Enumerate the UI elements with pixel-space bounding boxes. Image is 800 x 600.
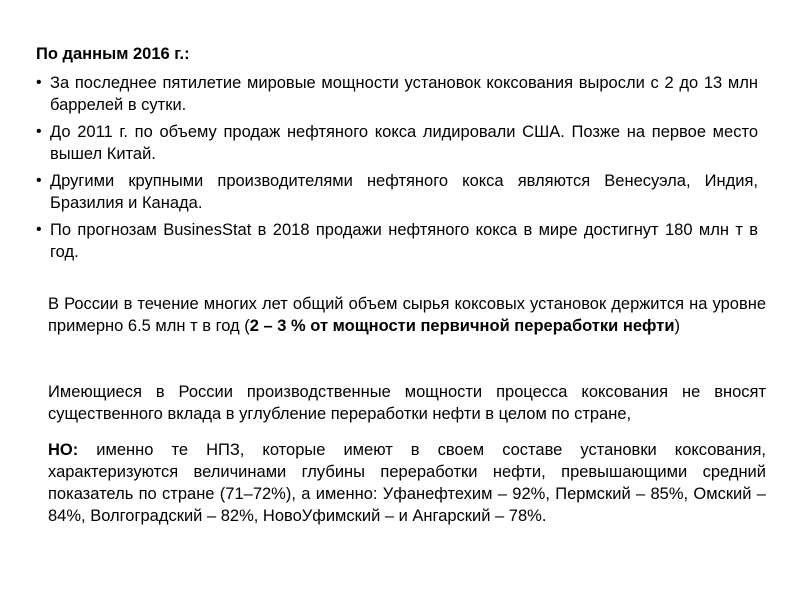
paragraph-text: В России в течение многих лет общий объем сырья коксовых установок держится на уровне примерно 6.5 млн т в год ( — [48, 295, 766, 335]
paragraph-text: Имеющиеся в России производственные мощности процесса коксования не вносят существенного вклада в углубление переработки нефти в целом по стране, — [48, 383, 766, 423]
paragraph-bold-text: НО: — [48, 441, 79, 459]
bullet-text: До 2011 г. по объему продаж нефтяного кокса лидировали США. Позже на первое место вышел Китай. — [50, 123, 758, 163]
bullet-text: За последнее пятилетие мировые мощности установок коксования выросли с 2 до 13 млн баррелей в сутки. — [50, 74, 758, 114]
bullet-text: Другими крупными производителями нефтяного кокса являются Венесуэла, Индия, Бразилия и Канада. — [50, 172, 758, 212]
bullet-item — [36, 170, 758, 214]
bullet-item — [36, 121, 758, 165]
bullet-list — [36, 72, 758, 268]
capacity-paragraph — [48, 381, 766, 425]
bullet-item — [36, 219, 758, 263]
paragraph-text: именно те НПЗ, которые имеют в своем составе установки коксования, характеризуются величинами глубины переработки нефти, превышающими средний показатель по стране (71–72%), а именно: Уфанефтехим – 92%, Пермский – 85%, Омский – 84%, Волгоградский – 82%, НовоУфимский – и Ангарский – 78%. — [48, 441, 766, 525]
section-heading: По данным 2016 г.: — [36, 45, 190, 63]
bullet-dot-icon: • — [36, 172, 42, 189]
bullet-item — [36, 72, 758, 116]
bullet-dot-icon: • — [36, 123, 42, 140]
russia-volume-paragraph — [48, 293, 766, 337]
refineries-paragraph — [48, 439, 766, 527]
paragraph-bold-text: 2 – 3 % от мощности первичной переработки нефти — [249, 317, 675, 335]
bullet-text: По прогнозам BusinesStat в 2018 продажи нефтяного кокса в мире достигнут 180 млн т в год. — [50, 221, 758, 261]
paragraph-text: ) — [674, 317, 680, 335]
bullet-dot-icon: • — [36, 74, 42, 91]
bullet-dot-icon: • — [36, 221, 42, 238]
